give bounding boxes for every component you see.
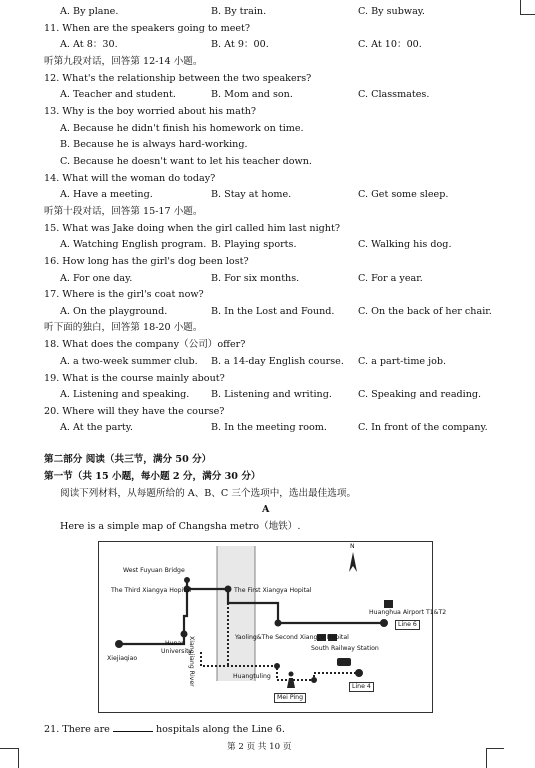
- person-icon: [289, 672, 294, 677]
- crop-mark: [18, 748, 19, 768]
- label-river: Xiangjiang River: [188, 636, 195, 687]
- crop-mark: [486, 748, 504, 749]
- passage-letter: A: [262, 504, 270, 515]
- q18-question: 18. What does the company（公司）offer?: [44, 339, 246, 350]
- label-huangtuling: Huangtuling: [233, 673, 271, 680]
- q10-option-b: B. By train.: [211, 6, 267, 17]
- q19-question: 19. What is the course mainly about?: [44, 373, 225, 384]
- q12-option-b: B. Mom and son.: [211, 89, 293, 100]
- section1-heading: 第一节（共 15 小题，每小题 2 分，满分 30 分）: [44, 471, 261, 482]
- q11-question: 11. When are the speakers going to meet?: [44, 23, 251, 34]
- metro-map: [98, 541, 447, 713]
- q12-question: 12. What's the relationship between the two speakers?: [44, 73, 312, 84]
- crop-mark: [486, 748, 487, 768]
- station-south-railway: [311, 677, 317, 683]
- reading-instruction: 阅读下列材料，从每题所给的 A、B、C 三个选项中，选出最佳选项。: [60, 488, 357, 499]
- q16-option-c: C. For a year.: [358, 273, 423, 284]
- q16-question: 16. How long has the girl's dog been lost?: [44, 256, 249, 267]
- q19-option-c: C. Speaking and reading.: [358, 389, 482, 400]
- q18-option-b: B. a 14-day English course.: [211, 356, 344, 367]
- q20-option-b: B. In the meeting room.: [211, 422, 327, 433]
- label-west-fuyuan: West Fuyuan Bridge: [123, 567, 185, 574]
- q12-option-c: C. Classmates.: [358, 89, 430, 100]
- station-first-xiangya: [225, 586, 232, 593]
- q16-option-b: B. For six months.: [211, 273, 300, 284]
- q13-question: 13. Why is the boy worried about his math?: [44, 106, 257, 117]
- station-yaoling: [275, 620, 282, 627]
- q20-question: 20. Where will they have the course?: [44, 406, 225, 417]
- q10-option-c: C. By subway.: [358, 6, 425, 17]
- q15-option-b: B. Playing sports.: [211, 239, 297, 250]
- label-south-station: South Railway Station: [311, 645, 379, 652]
- page-footer: 第 2 页 共 10 页: [227, 742, 292, 752]
- q21-prefix: 21. There are: [44, 724, 113, 735]
- q11-option-a: A. At 8：30.: [60, 39, 118, 50]
- q18-option-c: C. a part-time job.: [358, 356, 447, 367]
- airport-icon: [384, 600, 393, 608]
- q11-option-c: C. At 10：00.: [358, 39, 422, 50]
- q19-option-b: B. Listening and writing.: [211, 389, 332, 400]
- q15-option-c: C. Walking his dog.: [358, 239, 452, 250]
- q21-suffix: hospitals along the Line 6.: [152, 724, 285, 735]
- station-xiejiaqiao: [115, 640, 123, 648]
- q14-option-c: C. Get some sleep.: [358, 189, 449, 200]
- crop-mark: [0, 748, 18, 749]
- label-hunan-univ-1: Hunan: [165, 640, 186, 647]
- section-instruction-9: 听第九段对话，回答第 12-14 小题。: [44, 56, 203, 67]
- compass-arrow: [349, 552, 357, 572]
- label-xiejiaqiao: Xiejiaqiao: [107, 655, 138, 662]
- river-band: [217, 546, 255, 681]
- label-yaoling: Yaoling&The Second Xiangya Hopital: [235, 634, 349, 641]
- q17-question: 17. Where is the girl's coat now?: [44, 289, 204, 300]
- train-icon: [337, 658, 351, 666]
- q18-option-a: A. a two-week summer club.: [60, 356, 198, 367]
- part2-heading: 第二部分 阅读（共三节，满分 50 分）: [44, 454, 212, 465]
- q14-option-a: A. Have a meeting.: [60, 189, 153, 200]
- q15-option-a: A. Watching English program.: [60, 239, 207, 250]
- q11-option-b: B. At 9：00.: [211, 39, 269, 50]
- label-airport: Huanghua Airport T1&T2: [369, 609, 447, 616]
- q15-question: 15. What was Jake doing when the girl called him last night?: [44, 223, 340, 234]
- q20-option-a: A. At the party.: [60, 422, 133, 433]
- station-airport: [380, 619, 388, 627]
- station-line4-end: [355, 669, 363, 677]
- q16-option-a: A. For one day.: [60, 273, 133, 284]
- station-west-fuyuan: [184, 577, 190, 583]
- label-compass: N: [350, 543, 355, 550]
- crop-mark: [520, 14, 535, 15]
- meiping-tag: Mei Ping: [274, 693, 306, 703]
- q17-option-a: A. On the playground.: [60, 306, 168, 317]
- q21-blank[interactable]: [113, 722, 153, 732]
- line6-tag: Line 6: [395, 620, 420, 630]
- q10-option-a: A. By plane.: [60, 6, 119, 17]
- q14-option-b: B. Stay at home.: [211, 189, 292, 200]
- label-third-xiangya: The Third Xiangya Hopital: [111, 587, 192, 594]
- q21-question: [44, 722, 285, 736]
- q13-option-a: A. Because he didn't finish his homework on time.: [60, 123, 304, 134]
- station-huangtuling: [274, 663, 280, 669]
- q19-option-a: A. Listening and speaking.: [60, 389, 190, 400]
- q14-question: 14. What will the woman do today?: [44, 173, 216, 184]
- q12-option-a: A. Teacher and student.: [60, 89, 176, 100]
- q17-option-c: C. On the back of her chair.: [358, 306, 492, 317]
- q13-option-b: B. Because he is always hard-working.: [60, 139, 248, 150]
- label-first-xiangya: The First Xiangya Hopital: [234, 587, 312, 594]
- q17-option-b: B. In the Lost and Found.: [211, 306, 335, 317]
- section-instruction-10: 听第十段对话，回答第 15-17 小题。: [44, 206, 203, 217]
- line4-tag: Line 4: [349, 682, 374, 692]
- q13-option-c: C. Because he doesn't want to let his teacher down.: [60, 156, 312, 167]
- passage-intro: Here is a simple map of Changsha metro（地铁）.: [60, 521, 301, 532]
- q20-option-c: C. In front of the company.: [358, 422, 488, 433]
- label-hunan-univ-2: University: [161, 648, 193, 655]
- monologue-instruction: 听下面的独白，回答第 18-20 小题。: [44, 322, 203, 333]
- crop-mark: [520, 0, 521, 14]
